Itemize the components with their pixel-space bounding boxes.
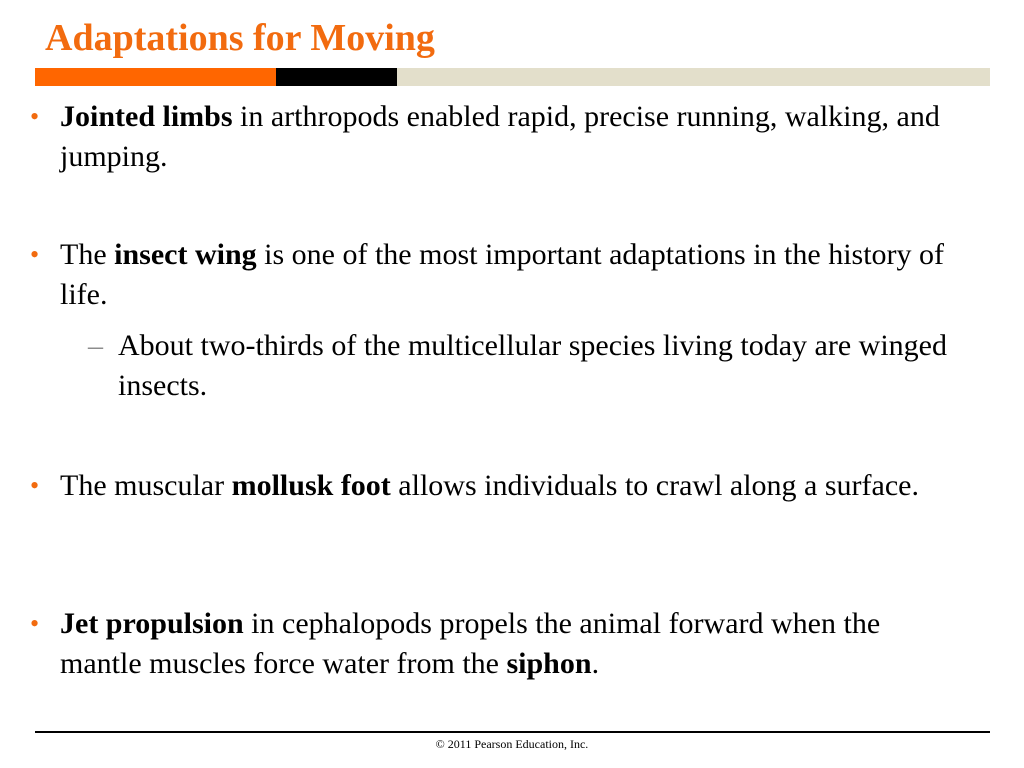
bullet-text-segment: . (591, 647, 600, 680)
sub-bullet-item (88, 326, 968, 406)
bullet-text-segment: in arthropods enabled rapid, precise running, walking, and jumping. (60, 100, 940, 173)
bullet-bold-term: Jet propulsion (60, 607, 244, 640)
copyright-footer (0, 737, 1024, 751)
bullet-marker: • (30, 102, 40, 131)
title-bar-orange-segment (35, 68, 276, 86)
bullet-text (60, 604, 950, 684)
bullet-text-segment: The muscular (60, 469, 232, 502)
bullet-text (60, 235, 950, 315)
bullet-item (30, 97, 950, 177)
bullet-bold-term: siphon (506, 647, 592, 680)
bullet-bold-term: insect wing (114, 238, 257, 271)
bullet-text-segment: The (60, 238, 115, 271)
sub-bullet-dash: – (88, 329, 103, 362)
slide-title: Adaptations for Moving (45, 17, 435, 59)
bullet-item (30, 466, 950, 506)
bullet-text (60, 466, 950, 506)
bullet-text (60, 97, 950, 177)
bullet-bold-term: Jointed limbs (60, 100, 233, 133)
title-underline-bar (35, 68, 990, 86)
sub-bullet-text: About two-thirds of the multicellular species living today are winged insects. (118, 329, 947, 402)
title-bar-beige-segment (397, 68, 990, 86)
bullet-text-segment: in cephalopods propels the animal forward when the mantle muscles force water from the (60, 607, 881, 680)
bullet-item (30, 604, 950, 684)
bullet-text-segment: allows individuals to crawl along a surface. (390, 469, 919, 502)
bullet-marker: • (30, 471, 40, 500)
title-bar-black-segment (276, 68, 397, 86)
bullet-marker: • (30, 609, 40, 638)
copyright-text: © 2011 Pearson Education, Inc. (435, 737, 589, 751)
bullet-item (30, 235, 950, 315)
bullet-bold-term: mollusk foot (231, 469, 391, 502)
bullet-text-segment: is one of the most important adaptations in the history of life. (60, 238, 945, 311)
footer-divider (35, 731, 990, 733)
bullet-marker: • (30, 240, 40, 269)
